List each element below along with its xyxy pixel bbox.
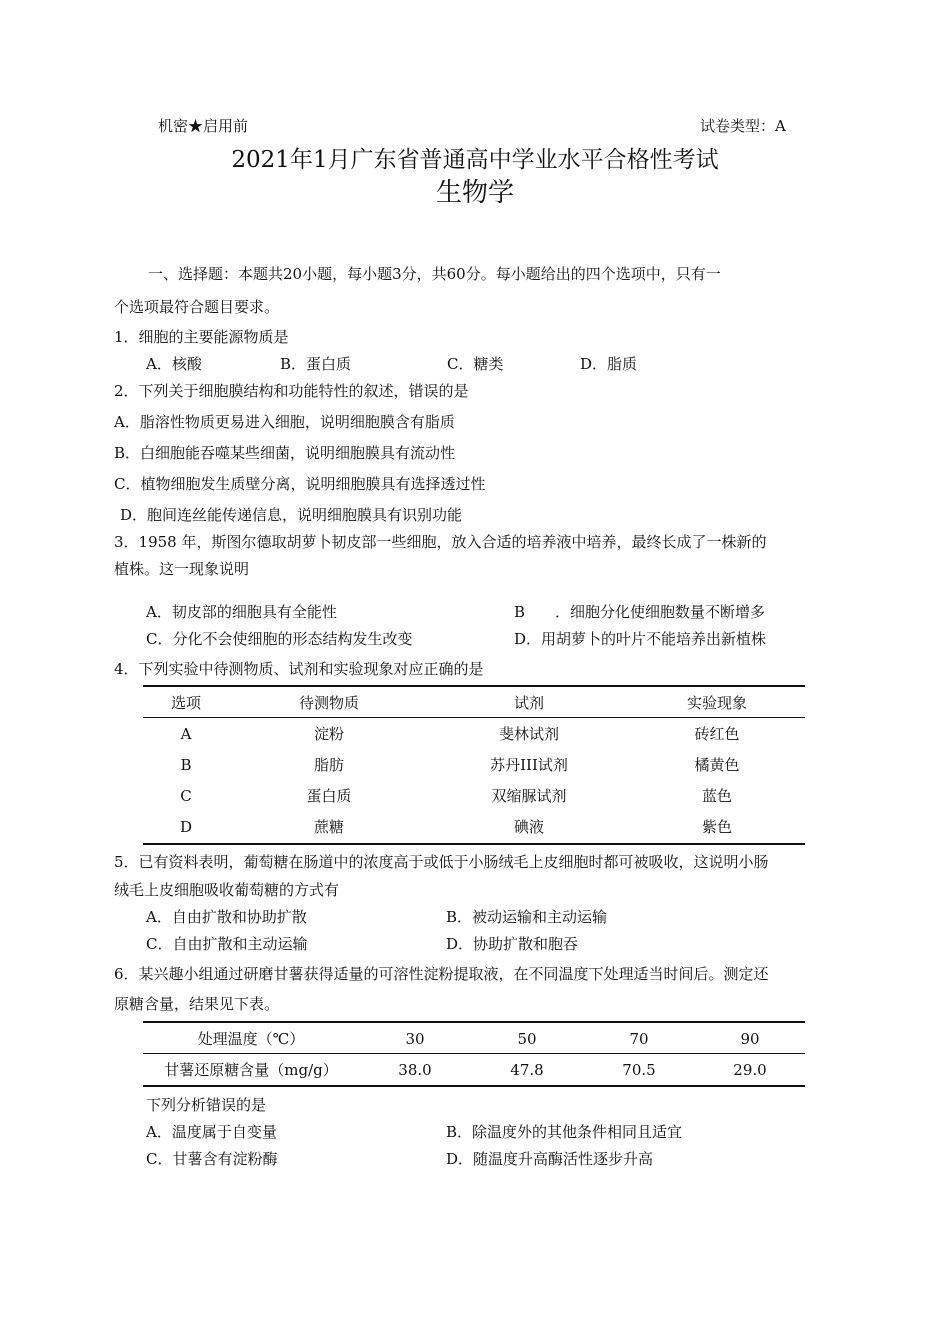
q2-option-c: C．植物细胞发生质壁分离，说明细胞膜具有选择透过性: [114, 475, 486, 493]
q5-stem-line1: 5．已有资料表明，葡萄糖在肠道中的浓度高于或低于小肠绒毛上皮细胞时都可被吸收，这说明小肠: [114, 853, 769, 871]
q1-option-c: C．糖类: [447, 355, 504, 373]
table-cell: 蓝色: [701, 787, 732, 805]
table-header-cell: 实验现象: [686, 694, 747, 712]
table-cell: 橘黄色: [694, 756, 740, 774]
q4-table: [143, 687, 805, 842]
q3-stem-line1: 3．1958 年，斯图尔德取胡萝卜韧皮部一些细胞，放入合适的培养液中培养，最终长成了一株新的: [114, 533, 767, 551]
table-cell: 蛋白质: [306, 787, 352, 805]
table-cell: 斐林试剂: [498, 725, 559, 743]
q1-stem: 1．细胞的主要能源物质是: [114, 328, 289, 346]
q1-option-d: D．脂质: [580, 355, 638, 373]
table-row: [143, 1054, 805, 1085]
table-cell: 70: [629, 1029, 649, 1048]
q6-stem-line1: 6．某兴趣小组通过研磨甘薯获得适量的可溶性淀粉提取液，在不同温度下处理适当时间后。测定还: [114, 965, 769, 983]
q6-follow-text: 下列分析错误的是: [146, 1096, 267, 1114]
table-header-cell: 试剂: [513, 694, 544, 712]
q6-option-b: B．除温度外的其他条件相同且适宜: [446, 1123, 683, 1141]
table-cell: A: [180, 724, 192, 743]
q3-option-b: B ．细胞分化使细胞数量不断增多: [514, 603, 766, 621]
table-header-cell: 待测物质: [298, 694, 359, 712]
subject-title: 生物学: [435, 178, 514, 208]
section-intro-line1: 一、选择题：本题共20小题，每小题3分，共60分。每小题给出的四个选项中，只有一: [148, 265, 721, 283]
table-row: [143, 718, 805, 749]
q6-stem-line2: 原糖含量，结果见下表。: [114, 995, 280, 1013]
q6-table: [143, 1023, 805, 1085]
table-cell: D: [179, 817, 193, 836]
table-cell: 38.0: [398, 1060, 432, 1079]
q6-option-c: C．甘薯含有淀粉酶: [146, 1150, 278, 1168]
q2-option-a: A．脂溶性物质更易进入细胞，说明细胞膜含有脂质: [114, 413, 455, 431]
q2-option-d: D．胞间连丝能传递信息，说明细胞膜具有识别功能: [120, 506, 463, 524]
table-cell: 蔗糖: [313, 818, 344, 836]
q1-option-b: B．蛋白质: [280, 355, 352, 373]
q5-option-b: B．被动运输和主动运输: [446, 908, 608, 926]
table-cell: 淀粉: [313, 725, 344, 743]
table-row-label: 处理温度（℃）: [197, 1030, 305, 1048]
q5-option-d: D．协助扩散和胞吞: [446, 935, 579, 953]
table-cell: C: [180, 786, 192, 805]
q1-option-a: A．核酸: [146, 355, 202, 373]
table-cell: 29.0: [733, 1060, 767, 1079]
table-cell: 70.5: [622, 1060, 656, 1079]
table-cell: 30: [405, 1029, 425, 1048]
table-row-label: 甘薯还原糖含量（mg/g）: [164, 1061, 338, 1079]
q4-stem: 4．下列实验中待测物质、试剂和实验现象对应正确的是: [114, 660, 484, 678]
table-cell: 47.8: [510, 1060, 544, 1079]
q3-option-d: D．用胡萝卜的叶片不能培养出新植株: [514, 630, 767, 648]
q2-stem: 2．下列关于细胞膜结构和功能特性的叙述，错误的是: [114, 382, 469, 400]
q6-option-d: D．随温度升高酶活性逐步升高: [446, 1150, 654, 1168]
section-intro-line2: 个选项最符合题目要求。: [114, 298, 280, 316]
table-cell: B: [180, 755, 192, 774]
table-row: [143, 780, 805, 811]
table-cell: 苏丹III试剂: [490, 756, 568, 774]
q6-table-bottom-rule: [143, 1085, 805, 1087]
q3-option-a: A．韧皮部的细胞具有全能性: [146, 603, 337, 621]
table-cell: 脂肪: [313, 756, 344, 774]
table-cell: 双缩脲试剂: [491, 787, 567, 805]
table-cell: 砖红色: [694, 725, 740, 743]
q5-option-c: C．自由扩散和主动运输: [146, 935, 308, 953]
q2-option-b: B．白细胞能吞噬某些细菌，说明细胞膜具有流动性: [114, 444, 456, 462]
table-cell: 紫色: [701, 818, 732, 836]
q4-table-bottom-rule: [143, 843, 805, 845]
table-header-cell: 选项: [170, 694, 201, 712]
table-cell: 90: [740, 1029, 760, 1048]
table-row: [143, 749, 805, 780]
q5-stem-line2: 绒毛上皮细胞吸收葡萄糖的方式有: [114, 881, 340, 899]
table-cell: 碘液: [513, 818, 544, 836]
q6-option-a: A．温度属于自变量: [146, 1123, 277, 1141]
table-header-row: [143, 687, 805, 718]
q3-stem-line2: 植株。这一现象说明: [114, 560, 250, 578]
exam-title: 2021年1月广东省普通高中学业水平合格性考试: [231, 147, 719, 173]
table-row: [143, 811, 805, 842]
confidential-label: 机密★启用前: [158, 117, 249, 135]
table-cell: 50: [517, 1029, 537, 1048]
paper-type-label: 试卷类型：A: [700, 117, 786, 135]
q5-option-a: A．自由扩散和协助扩散: [146, 908, 307, 926]
table-row: [143, 1023, 805, 1054]
q3-option-c: C．分化不会使细胞的形态结构发生改变: [146, 630, 413, 648]
